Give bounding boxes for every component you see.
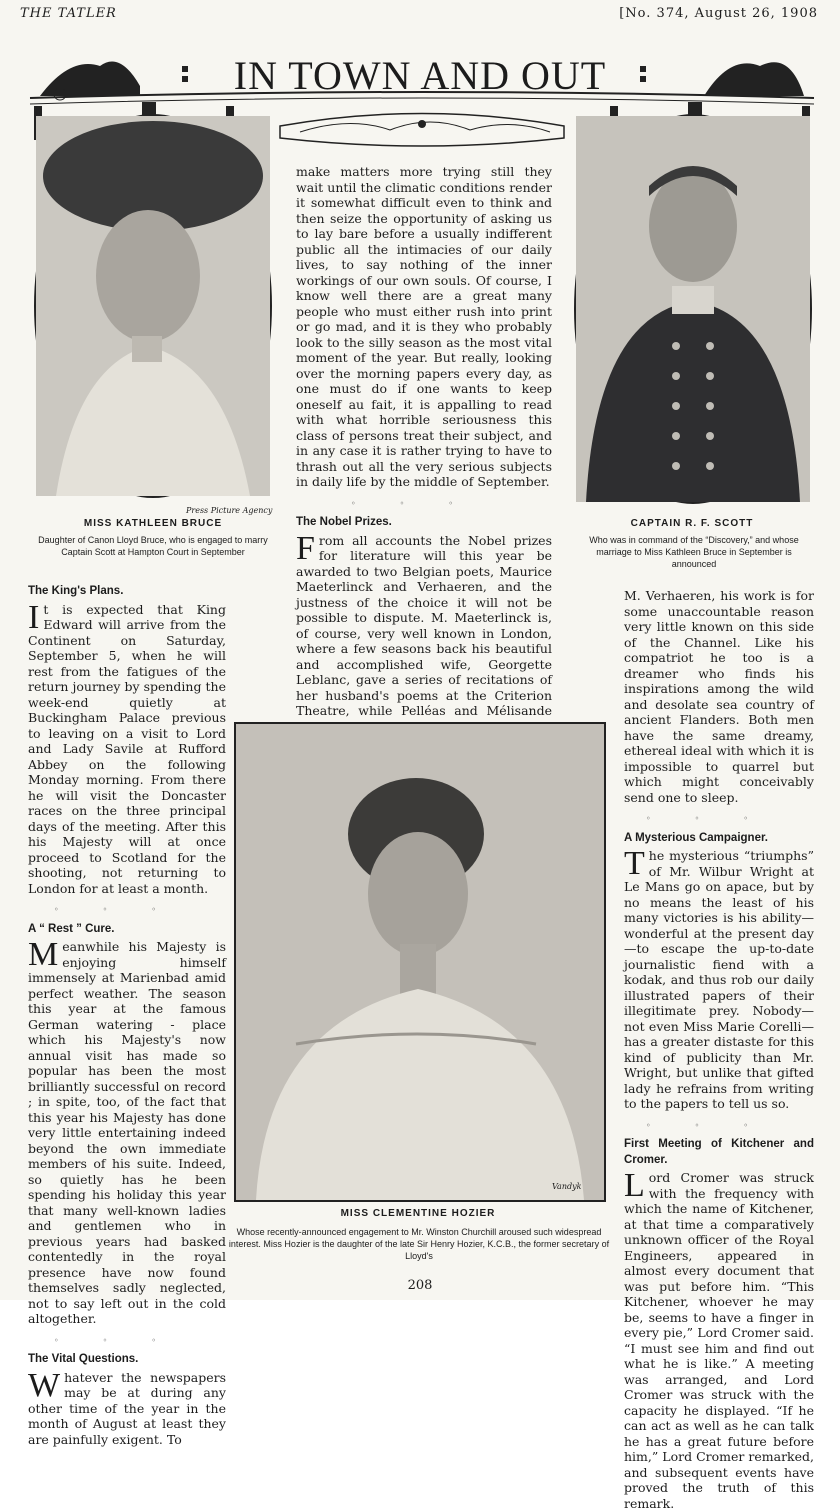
issue-line: [No. 374, August 26, 1908 bbox=[619, 6, 818, 21]
mysterious-campaigner-dropcap: T bbox=[624, 845, 645, 882]
kings-plans-body: t is expected that King Edward will arrive from the Continent on Saturday, September 5, when he will rest from the fatigues of the return journey by spending the week-end quietly at Buckingham Palace previous to leaving on a visit to Lord and Lady Savile at Rufford Abbey on the following Monday morning. From there he will visit the Doncaster races on the three principal days of the meeting. After this his Majesty will at once proceed to Scotland for the shooting, not returning to London for at least a month. bbox=[28, 601, 226, 896]
nobel-body: rom all accounts the Nobel prizes for literature will this year be awarded to two Belgian poets, Maurice Maeterlinck and Verhaeren, and the justness of the choice it will not be possible to dispute. M. Maeterlinck is, of course, very well known in London, where a few seasons back his beautiful and accomplished wife, Georgette Leblanc, gave a series of recitations of her husband's poems at the Criterion Theatre, while Pelléas and Mélisande bbox=[296, 532, 552, 718]
vital-questions-heading: The Vital Questions. bbox=[28, 1353, 139, 1365]
vital-questions-body: hatever the newspapers may be at during any other time of the year in the month of August at least they are painfully exigent. To bbox=[28, 1369, 226, 1447]
section-divider: ◦◦◦ bbox=[350, 498, 498, 508]
bruce-caption-name: MISS KATHLEEN BRUCE bbox=[83, 518, 223, 529]
hozier-caption-name: MISS CLEMENTINE HOZIER bbox=[340, 1208, 496, 1219]
page-title: IN TOWN AND OUT bbox=[233, 53, 607, 98]
magazine-title: THE TATLER bbox=[20, 6, 117, 21]
hozier-photo-credit: Vandyk bbox=[552, 1182, 582, 1191]
hozier-caption-text: Whose recently-announced engagement to Mr. Winston Churchill aroused such widespread interest. Miss Hozier is the daughter of the late Sir Henry Hozier, K.C.B., the former secretary of Lloyd's bbox=[228, 1227, 610, 1261]
kitchener-cromer-body: ord Cromer was struck with the frequency with which the name of Kitchener, at that time a comparatively unknown officer of the Royal Engineers, appeared in almost every document that was put before him. “This Kitchener, whoever he may be, seems to have a finger in every pie,” Lord Cromer said. “I must see him and find out what he is like.” A meeting was arranged, and Lord Cromer was struck with the capacity he displayed. “If he can act as well as he can talk he has a great future before him,” Lord Cromer remarked, and subsequent events have proved the truth of this remark. bbox=[624, 1170, 814, 1511]
center-continued-text: make matters more trying still they wait until the climatic conditions render it somewhat difficult even to think and then seize the opportunity of asking us to lay bare before a usually indifferent public all the intimacies of our daily lives, to say nothing of the inner workings of our own souls. Of course, I know well there are a great many people who must either rush into print or go mad, and it is they who probably look to the silly season as the most vital moment of the year. But really, looking over the morning papers every day, as one must do if one wants to keep oneself au fait, it is appalling to read with what horrible seriousness this class of persons treat their subject, and in any case it is rather trying to have to thrash out all the very serious subjects in daily life by the middle of September. bbox=[296, 164, 552, 489]
rest-cure-body: eanwhile his Majesty is enjoying himself immensely at Marienbad amid perfect weather. The season this year at the famous German watering - place which his Majesty's now annual visit has made so popular has been the most brilliantly successful on record ; in spite, too, of the fact that this year his Majesty has done very little entertaining indeed beyond the own immediate members of his suite. Indeed, so quietly has he been spending his holiday this year that many well-known ladies and gentlemen who in previous years had basked contentedly in the royal presence have now found themselves sadly neglected, not to say left out in the cold altogether. bbox=[28, 939, 226, 1326]
verhaeren-text: M. Verhaeren, his work is for some unaccountable reason very little known on this side of the Channel. Like his compatriot he too is a dreamer who finds his inspirations among the wild and desolate sea country of ancient Flanders. Both men have the same dreamy, ethereal ideal with which it is impossible to quarrel but which might conceivably send one to sleep. bbox=[624, 588, 814, 805]
center-landscape-vignette bbox=[280, 114, 564, 147]
section-divider: ◦◦◦ bbox=[645, 1120, 793, 1130]
nobel-dropcap: F bbox=[296, 529, 315, 567]
scott-caption-text: Who was in command of the “Discovery,” and whose marriage to Miss Kathleen Bruce in September is announced bbox=[589, 535, 799, 569]
rest-cure-dropcap: M bbox=[28, 936, 59, 973]
kitchener-cromer-dropcap: L bbox=[624, 1167, 645, 1204]
mysterious-campaigner-body: he mysterious “triumphs” of Mr. Wilbur Wright at Le Mans go on apace, but by no means the least of his many victories is his ability—wonderful at the present day—to escape the up-to-date journalistic fiend with a kodak, and thus rob our daily illustrated papers of their illegitimate prey. Nobody—not even Miss Marie Corelli—has a greater distaste for this kind of publicity than Mr. Wright, but unlike that gifted lady he refrains from writing to the papers to tell us so. bbox=[624, 848, 814, 1111]
clementine-hozier-photo bbox=[234, 722, 606, 1202]
mysterious-campaigner-heading: A Mysterious Campaigner. bbox=[624, 831, 769, 844]
section-divider: ◦◦◦ bbox=[53, 905, 201, 914]
section-divider: ◦◦◦ bbox=[645, 814, 793, 823]
page-number: 208 bbox=[407, 1278, 433, 1293]
kings-plans-dropcap: I bbox=[28, 598, 40, 636]
nobel-heading: The Nobel Prizes. bbox=[296, 516, 392, 528]
bruce-photo-credit: Press Picture Agency bbox=[186, 506, 273, 515]
right-column bbox=[624, 588, 814, 1511]
kings-plans-heading: The King's Plans. bbox=[28, 585, 124, 597]
scott-caption-name: CAPTAIN R. F. SCOTT bbox=[630, 518, 754, 529]
left-column bbox=[28, 584, 226, 1447]
section-divider: ◦◦◦ bbox=[53, 1335, 201, 1345]
bruce-caption-text: Daughter of Canon Lloyd Bruce, who is engaged to marry Captain Scott at Hampton Court in September bbox=[38, 535, 268, 557]
kathleen-bruce-photo bbox=[34, 114, 272, 498]
vital-questions-dropcap: W bbox=[28, 1366, 61, 1404]
kitchener-cromer-heading: First Meeting of Kitchener and Cromer. bbox=[624, 1138, 814, 1166]
captain-scott-photo bbox=[574, 114, 812, 504]
rest-cure-heading: A “ Rest ” Cure. bbox=[28, 922, 115, 935]
